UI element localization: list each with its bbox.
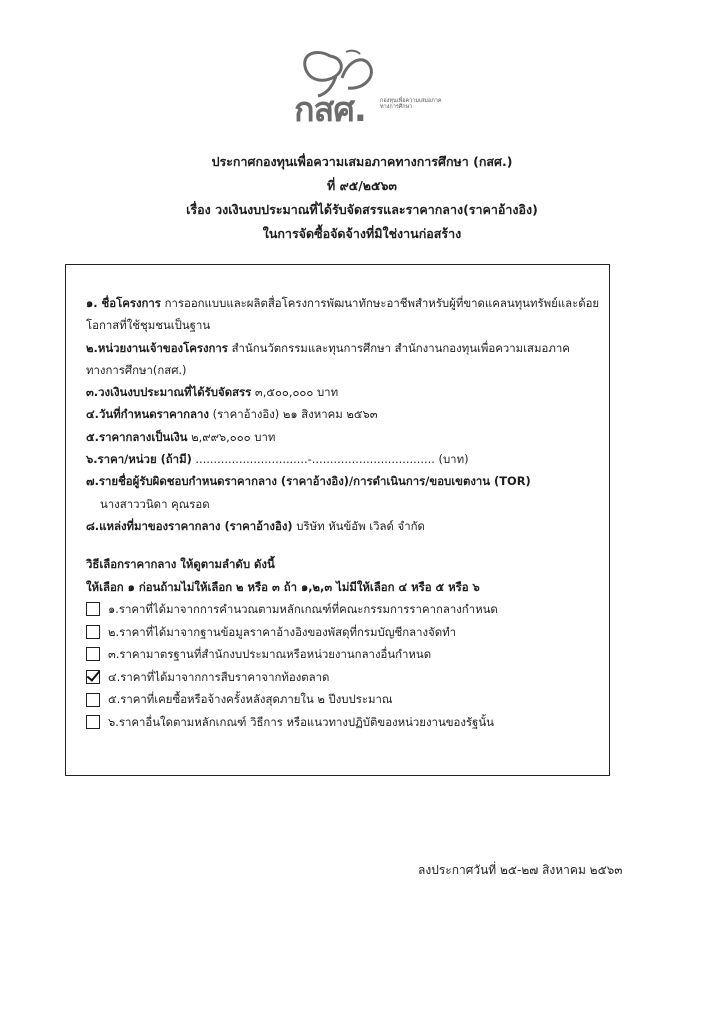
item-value: สำนักนวัตกรรมและทุนการศึกษา สำนักงานกองทุนเพื่อความเสมอภาคทางการศึกษา(กสศ.) [86,340,570,377]
organization-logo [286,48,456,130]
item-label: ๓.วงเงินงบประมาณที่ได้รับจัดสรร [86,385,252,400]
item-label: ๔.วันที่กำหนดราคากลาง [86,407,209,422]
option-1 [86,598,606,621]
item-price-source [86,515,606,537]
method-options [86,598,606,734]
item-value: ๒,๙๙๖,๐๐๐ บาท [191,429,276,444]
item-value: การออกแบบและผลิตสื่อโครงการพัฒนาทักษะอาชีพสำหรับผู้ที่ขาดแคลนทุนทรัพย์และด้อยโอกาสที่ใช้ชุมชนเป็นฐาน [86,296,600,333]
header-subject: เรื่อง วงเงินงบประมาณที่ได้รับจัดสรรและราคากลาง(ราคาอ้างอิง) [186,202,538,217]
item-owner-agency [86,337,606,382]
option-2 [86,620,606,643]
logo-wordmark: กสศ. [294,90,366,130]
item-label: ๑. ชื่อโครงการ [86,296,161,310]
item-reference-date [86,403,606,425]
item-value: ๓,๕๐๐,๐๐๐ บาท [254,385,339,400]
option-label: ๓.ราคามาตรฐานที่สำนักงบประมาณหรือหน่วยงานกลางอื่นกำหนด [108,647,432,662]
announcement-date: ลงประกาศวันที่ ๒๕-๒๗ สิงหาคม ๒๕๖๓ [418,863,623,877]
checkbox-option-1[interactable] [86,602,100,616]
header-number: ที่ ๙๕/๒๕๖๓ [327,178,397,193]
item-project-name [86,292,606,337]
item-budget [86,381,606,403]
item-unit-price [86,448,606,470]
option-4 [86,666,606,689]
header-title: ประกาศกองทุนเพื่อความเสมอภาคทางการศึกษา (กสศ.) [211,154,513,169]
item-label: ๗.รายชื่อผู้รับผิดชอบกำหนดราคากลาง (ราคาอ้างอิง)/การดำเนินการ/ขอบเขตงาน (TOR) [86,474,531,489]
item-value: บริษัท หันข้อัพ เวิลด์ จำกัด [296,518,425,533]
checkbox-option-5[interactable] [86,693,100,707]
item-responsible [86,470,606,492]
option-label: ๒.ราคาที่ได้มาจากฐานข้อมูลราคาอ้างอิงของพัสดุที่กรมบัญชีกลางจัดทำ [108,624,457,639]
item-label: ๖.ราคา/หน่วย (ถ้ามี) [86,452,192,467]
document-header [0,150,724,246]
option-label: ๕.ราคาที่เคยซื้อหรือจ้างครั้งหลังสุดภายใน ๒ ปีงบประมาณ [108,692,393,707]
option-5 [86,688,606,711]
option-3 [86,643,606,666]
option-label: ๔.ราคาที่ได้มาจากการสืบราคาจากท้องตลาด [108,669,330,684]
checkbox-option-6[interactable] [86,715,100,729]
item-label: ๘.แหล่งที่มาของราคากลาง (ราคาอ้างอิง) [86,518,293,533]
item-responsible-name: นางสาววนิดา คุณรอด [100,496,210,511]
option-label: ๑.ราคาที่ได้มาจากการคำนวณตามหลักเกณฑ์ที่คณะกรรมการราคากลางกำหนด [108,602,498,616]
item-value: (ราคาอ้างอิง) ๒๑ สิงหาคม ๒๕๖๓ [212,407,378,422]
option-6 [86,711,606,734]
method-instruction: ให้เลือก ๑ ก่อนถ้ามไม่ให้เลือก ๒ หรือ ๓ ถ้า ๑,๒,๓ ไม่มีให้เลือก ๔ หรือ ๕ หรือ ๖ [86,579,480,594]
item-label: ๒.หน่วยงานเจ้าของโครงการ [86,340,228,355]
item-value: ...............................-.................................. (บาท) [195,452,469,467]
checkbox-option-2[interactable] [86,625,100,639]
method-title: วิธีเลือกราคากลาง ให้ดูตามลำดับ ดังนี้ [86,557,275,572]
item-median-price [86,426,606,448]
logo-subtitle: กองทุนเพื่อความเสมอภาคทางการศึกษา [380,98,442,110]
checkbox-option-4[interactable] [86,670,100,684]
header-subject-2: ในการจัดซื้อจัดจ้างที่มิใช่งานก่อสร้าง [262,226,462,241]
item-label: ๕.ราคากลางเป็นเงิน [86,429,188,444]
checkbox-option-3[interactable] [86,647,100,661]
option-label: ๖.ราคาอื่นใดตามหลักเกณฑ์ วิธีการ หรือแนวทางปฏิบัติของหน่วยงานของรัฐนั้น [108,714,494,729]
content-body [86,292,606,733]
